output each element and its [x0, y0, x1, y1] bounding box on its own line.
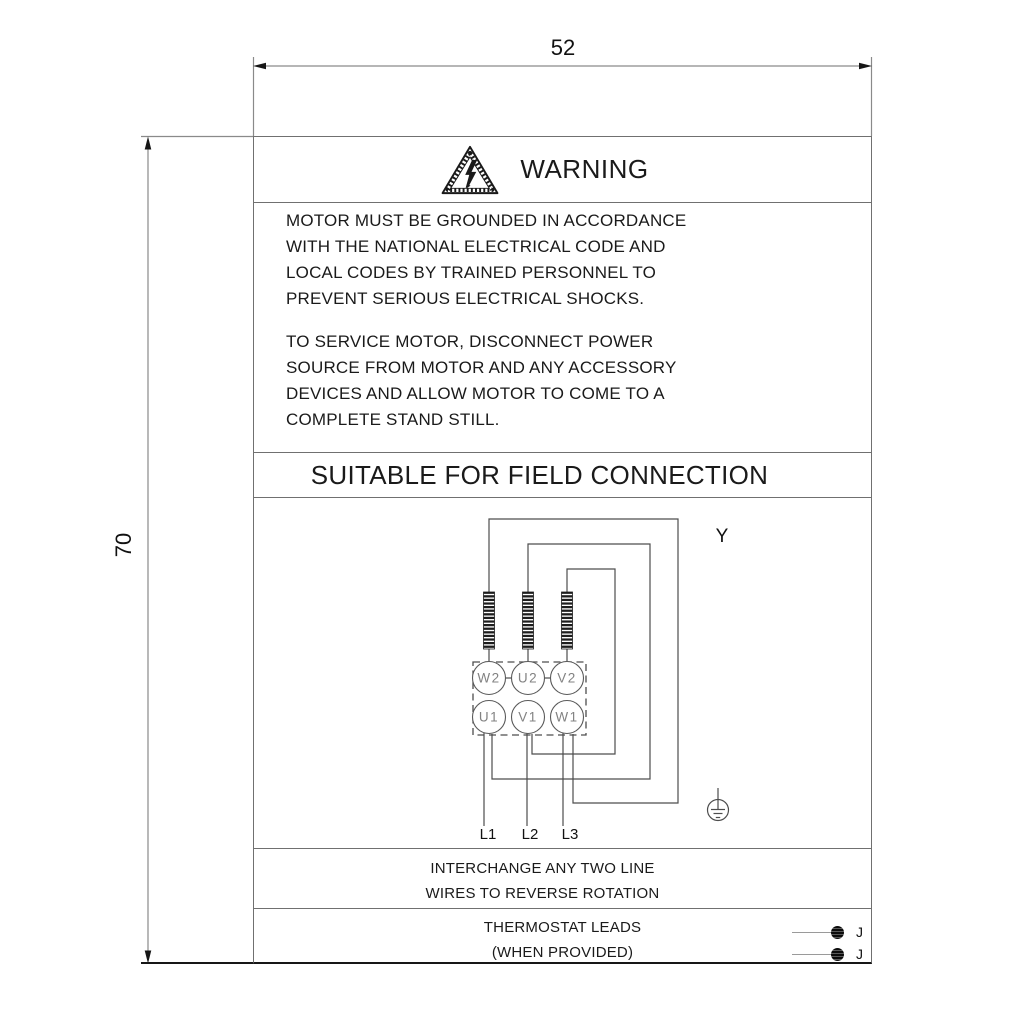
- warning-paragraph-1: [286, 208, 871, 312]
- warning-line: DEVICES AND ALLOW MOTOR TO COME TO A: [286, 384, 665, 403]
- width-dimension: [141, 57, 872, 137]
- interchange-note-section: [254, 849, 871, 909]
- motor-warning-label: [253, 136, 872, 964]
- line-label-l2: L2: [521, 826, 539, 843]
- line-label-l1: L1: [479, 826, 497, 843]
- thermostat-note-section: [254, 909, 871, 963]
- thermostat-line-2: (WHEN PROVIDED): [491, 944, 634, 961]
- warning-header-section: [254, 137, 871, 203]
- warning-line: LOCAL CODES BY TRAINED PERSONNEL TO: [286, 263, 657, 282]
- height-dimension-value: 70: [111, 532, 136, 558]
- warning-line: PREVENT SERIOUS ELECTRICAL SHOCKS.: [286, 289, 645, 308]
- interchange-line-2: WIRES TO REVERSE ROTATION: [425, 885, 660, 902]
- high-voltage-warning-icon: [440, 144, 500, 196]
- line-label-l3: L3: [561, 826, 579, 843]
- warning-paragraph-2: [286, 329, 871, 433]
- terminal-label-v2: V2: [557, 670, 577, 686]
- warning-line: MOTOR MUST BE GROUNDED IN ACCORDANCE: [286, 211, 687, 230]
- thermostat-lead-1: [792, 924, 863, 940]
- winding-coils: [484, 592, 573, 649]
- protective-earth-icon: [708, 788, 729, 821]
- terminal-labels: [477, 671, 578, 725]
- warning-title: WARNING: [520, 154, 649, 184]
- width-dimension-value: 52: [550, 35, 576, 60]
- warning-text-section: [254, 203, 871, 453]
- interchange-line-1: INTERCHANGE ANY TWO LINE: [430, 860, 655, 877]
- warning-line: WITH THE NATIONAL ELECTRICAL CODE AND: [286, 237, 666, 256]
- warning-line: TO SERVICE MOTOR, DISCONNECT POWER: [286, 332, 654, 351]
- lead-wire: [792, 932, 831, 933]
- terminal-label-u1: U1: [478, 709, 500, 725]
- lead-terminal-icon: [831, 926, 844, 939]
- coil-u: [523, 592, 534, 649]
- wiring-diagram-section: [254, 498, 871, 849]
- thermostat-line-1: THERMOSTAT LEADS: [483, 919, 642, 936]
- terminal-label-w1: W1: [555, 709, 579, 725]
- connection-type-label: Y: [715, 526, 729, 547]
- coil-v: [562, 592, 573, 649]
- lead-label-j2: J: [856, 946, 863, 962]
- suitable-section: [254, 453, 871, 498]
- lead-label-j1: J: [856, 924, 863, 940]
- terminal-label-u2: U2: [517, 670, 539, 686]
- star-connection-schematic: [254, 498, 871, 848]
- thermostat-lead-2: [792, 946, 863, 962]
- warning-line: COMPLETE STAND STILL.: [286, 410, 500, 429]
- lead-wire: [792, 954, 831, 955]
- coil-w: [484, 592, 495, 649]
- terminal-label-w2: W2: [477, 670, 501, 686]
- suitable-title: SUITABLE FOR FIELD CONNECTION: [310, 459, 769, 490]
- lead-terminal-icon: [831, 948, 844, 961]
- warning-line: SOURCE FROM MOTOR AND ANY ACCESSORY: [286, 358, 677, 377]
- terminal-label-v1: V1: [518, 709, 538, 725]
- line-labels: [480, 826, 579, 843]
